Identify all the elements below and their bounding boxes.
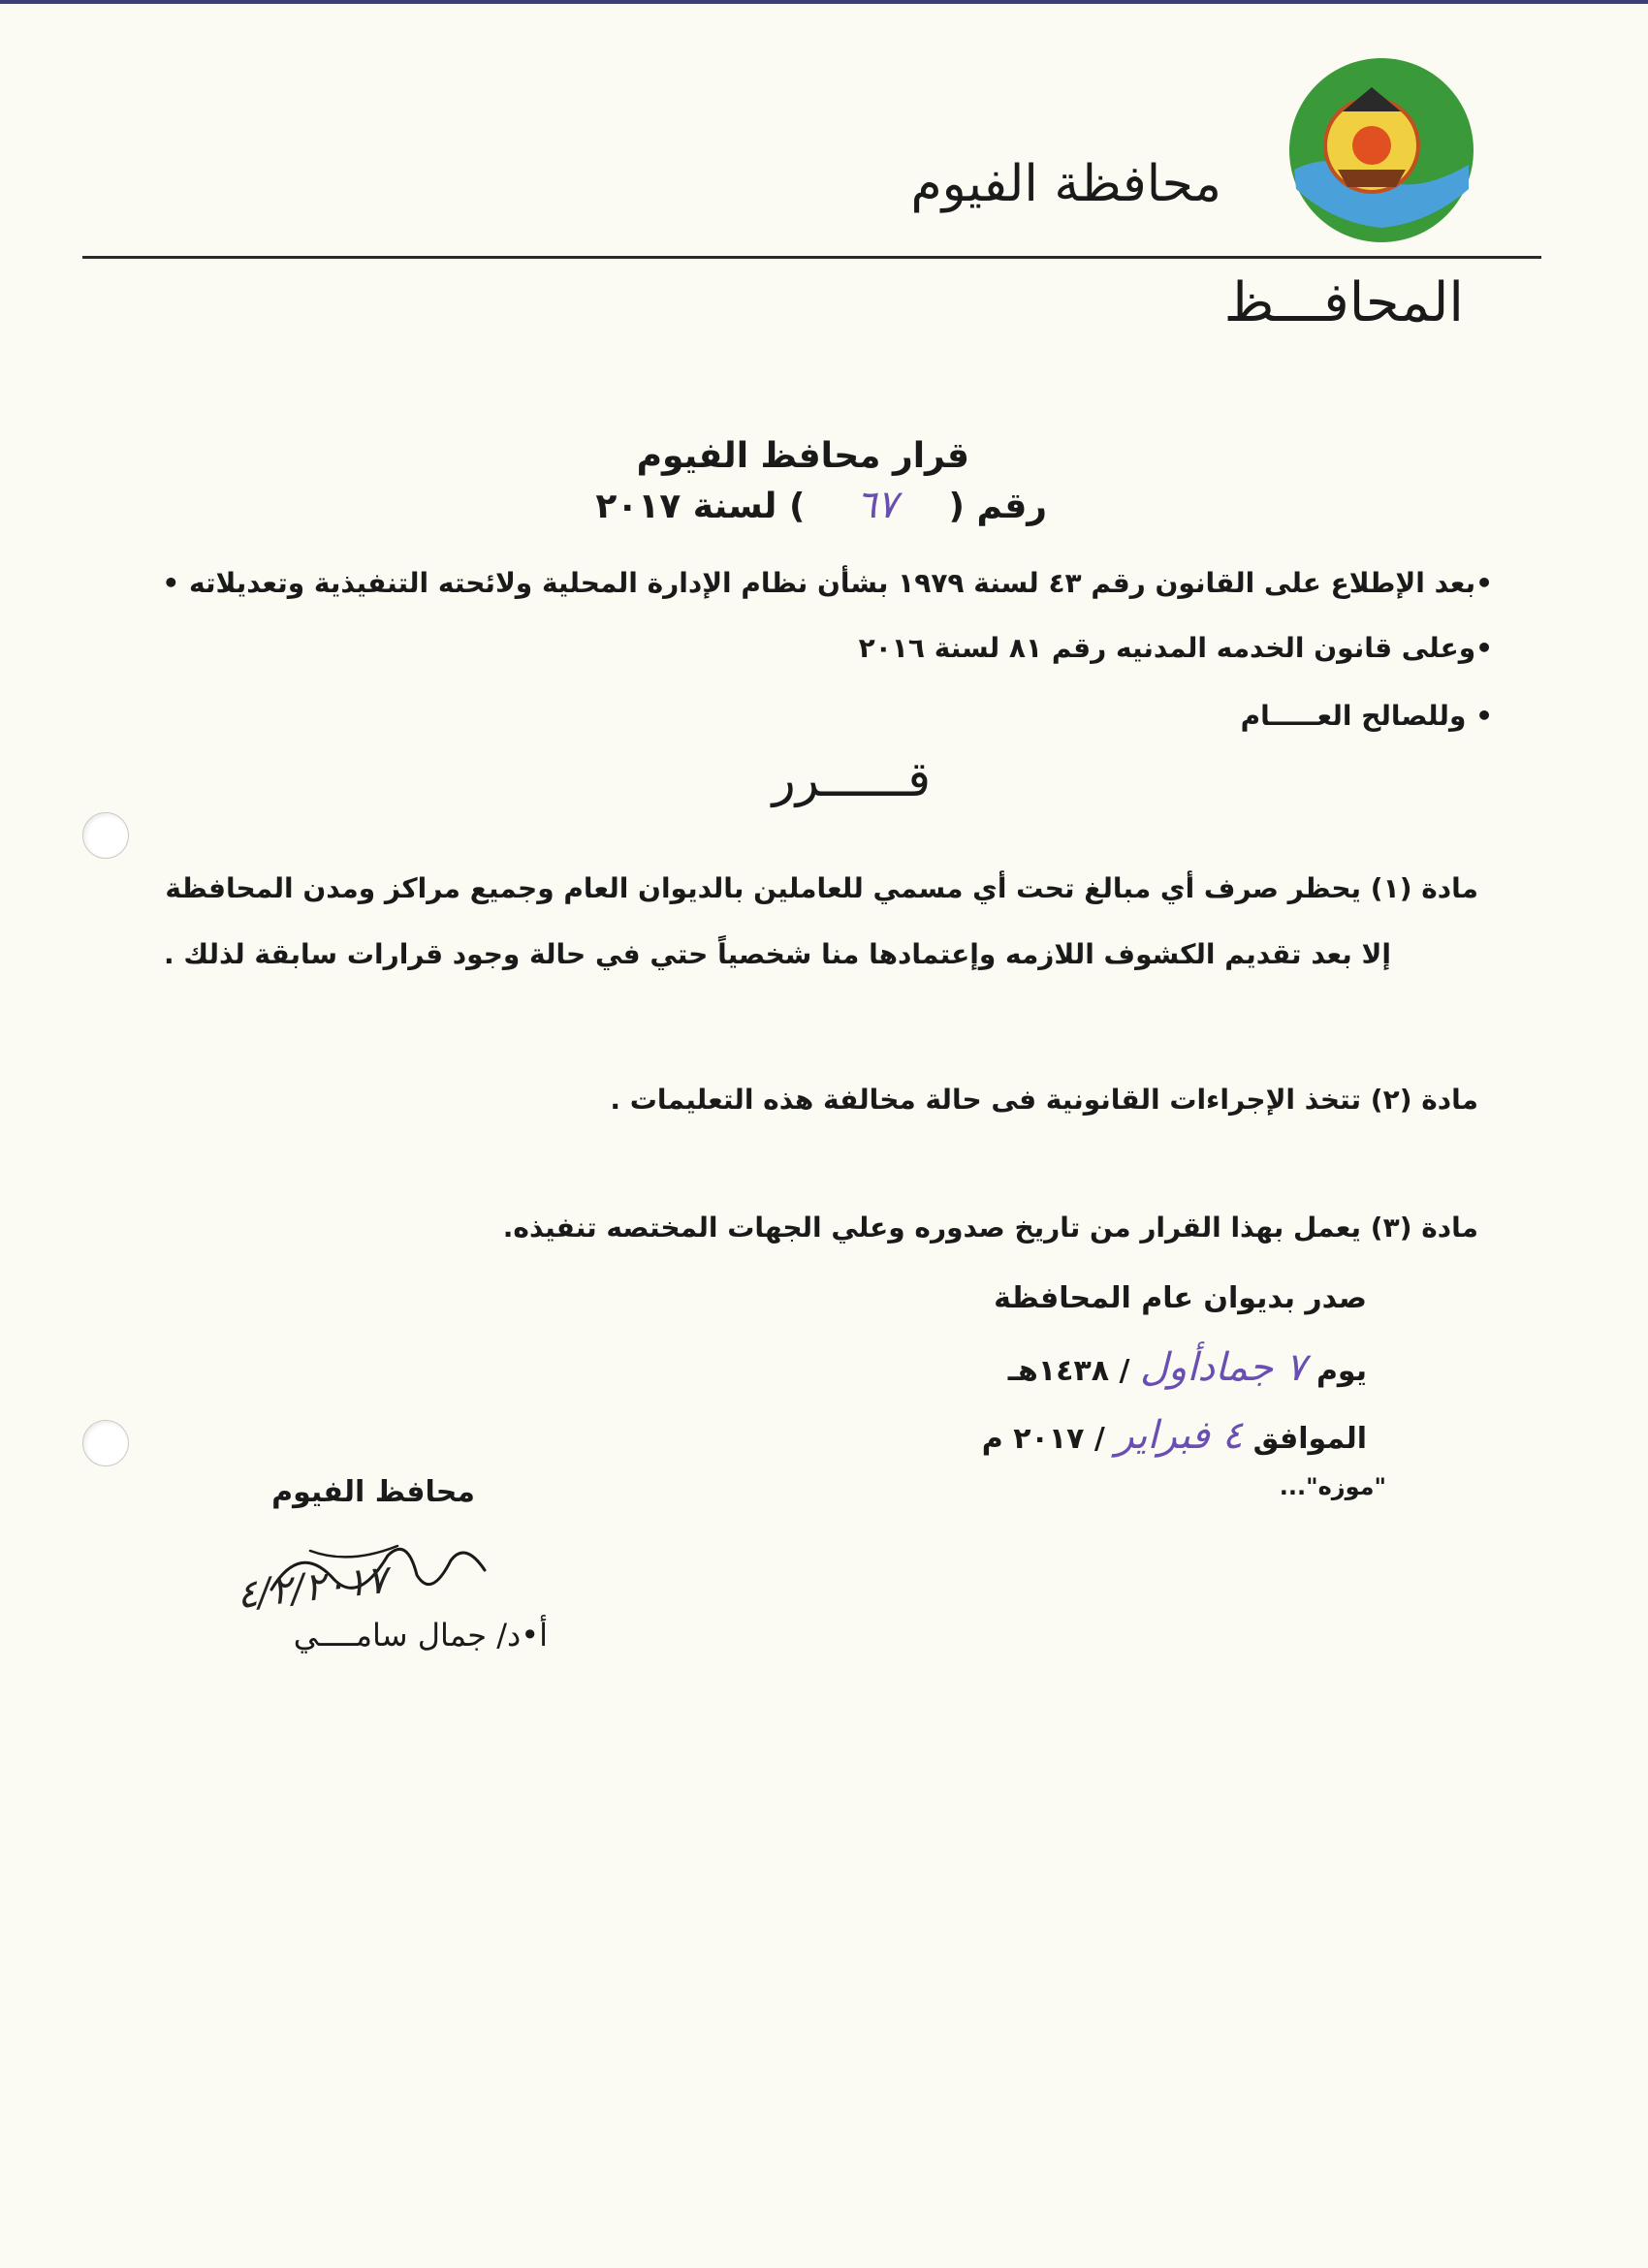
gregorian-date-handwritten: ٤ فبراير	[1115, 1413, 1244, 1458]
agreed-label: الموافق	[1252, 1422, 1367, 1456]
preamble-item-public-interest: • وللصالح العـــــام	[1240, 700, 1493, 732]
decided-heading: قــــــرر	[772, 751, 931, 807]
issued-at: صدر بديوان عام المحافظة	[994, 1281, 1367, 1315]
preamble-item-law: •بعد الإطلاع على القانون رقم ٤٣ لسنة ١٩٧٩ بشأن نظام الإدارة المحلية ولائحته التنفيذية وتعديلاته •	[162, 567, 1493, 599]
signature-date-handwritten: ٤/٢/٢٠١٧	[235, 1557, 390, 1619]
scan-top-edge	[0, 0, 1648, 4]
hijri-year: / ١٤٣٨هـ	[1007, 1354, 1130, 1388]
gregorian-date-line	[982, 1413, 1367, 1458]
signatory-name: أ•د/ جمال سامــــي	[293, 1617, 548, 1654]
preamble-item-civil-service: •وعلى قانون الخدمه المدنيه رقم ٨١ لسنة ٢٠١٦	[858, 632, 1493, 664]
day-label: يوم	[1315, 1354, 1367, 1388]
hijri-date-handwritten: ٧ جمادأول	[1139, 1345, 1307, 1390]
article-2: مادة (٢) تتخذ الإجراءات القانونية فى حالة مخالفة هذه التعليمات .	[610, 1084, 1478, 1116]
signatory-title: محافظ الفيوم	[271, 1475, 475, 1509]
office-title: المحافـــظ	[1223, 271, 1464, 334]
punch-hole-top	[82, 812, 129, 859]
article-1-line-2: إلا بعد تقديم الكشوف اللازمه وإعتمادها منا شخصياً حتي في حالة وجود قرارات سابقة لذلك .	[163, 938, 1391, 970]
governorate-logo	[1284, 53, 1478, 247]
decree-number-handwritten: ٦٧	[855, 483, 898, 527]
punch-hole-bottom	[82, 1420, 129, 1466]
article-3: مادة (٣) يعمل بهذا القرار من تاريخ صدوره وعلي الجهات المختصه تنفيذه.	[502, 1212, 1478, 1244]
gregorian-year: / ٢٠١٧ م	[981, 1422, 1105, 1456]
article-1-line-1: مادة (١) يحظر صرف أي مبالغ تحت أي مسمي للعاملين بالديوان العام وجميع مراكز ومدن المحافظة	[165, 872, 1478, 904]
hijri-date-line	[1008, 1345, 1367, 1390]
decree-number-suffix: ) لسنة ٢٠١٧	[595, 487, 806, 526]
decree-heading: قرار محافظ الفيوم	[636, 436, 969, 476]
decree-number-line	[595, 483, 1047, 527]
header-divider	[82, 256, 1541, 259]
reference-note: "موزه"...	[1279, 1473, 1386, 1500]
governorate-title: محافظة الفيوم	[910, 155, 1221, 213]
decree-number-prefix: رقم (	[948, 487, 1047, 526]
